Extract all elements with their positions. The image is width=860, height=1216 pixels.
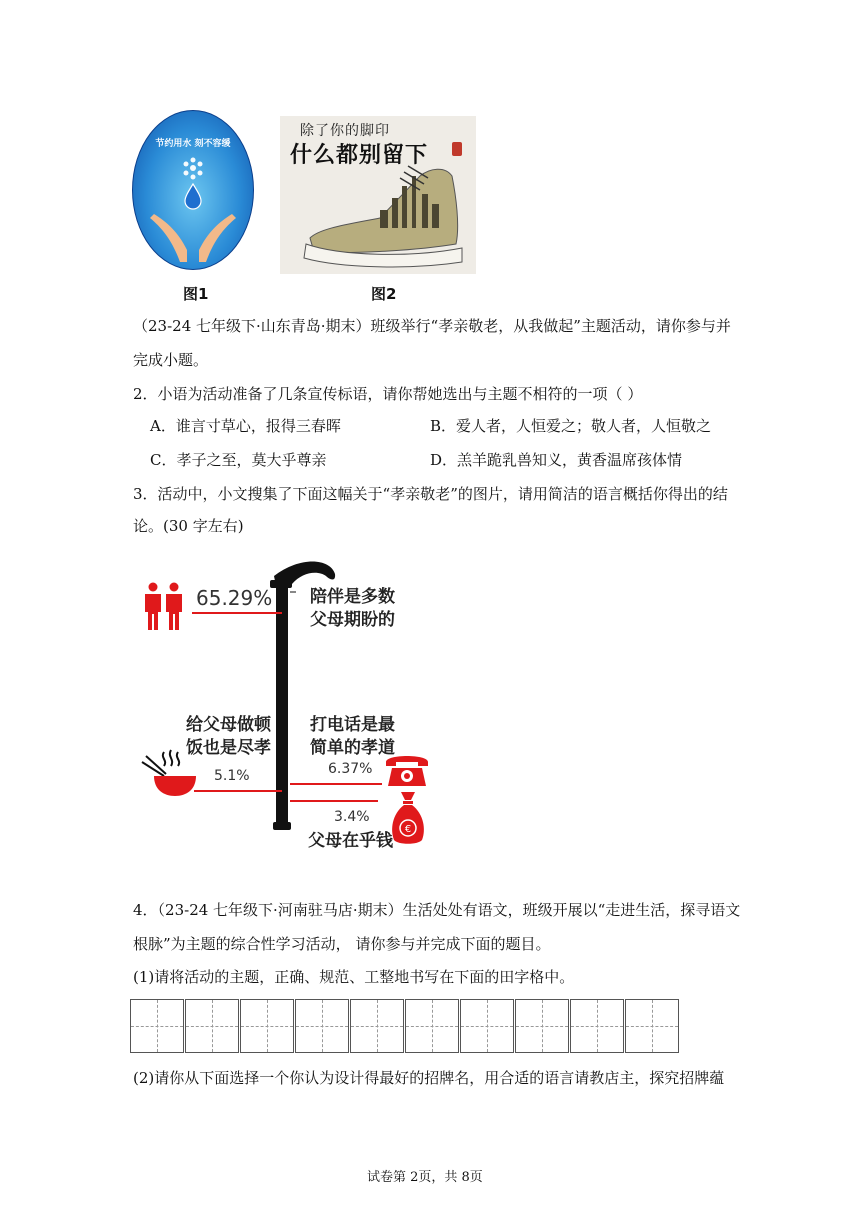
grid-cell[interactable]: [240, 999, 294, 1053]
connector-line: [290, 783, 382, 785]
sneaker-icon: [280, 116, 476, 274]
grid-guide-horizontal: [571, 1026, 623, 1027]
label-cooking-line-2: 饭也是尽孝: [186, 738, 271, 758]
parents-icon: [142, 582, 186, 632]
filial-piety-infographic: [130, 550, 430, 860]
grid-guide-horizontal: [351, 1026, 403, 1027]
grid-guide-horizontal: [626, 1026, 678, 1027]
question-2-option-d: D．羔羊跪乳兽知义，黄香温席孩体情: [430, 451, 683, 469]
grid-cell[interactable]: [295, 999, 349, 1053]
rice-bowl-icon: [140, 748, 200, 800]
connector-line: [290, 800, 378, 802]
telephone-icon: [384, 752, 430, 788]
question-2-option-a: A．谁言寸草心，报得三春晖: [150, 417, 341, 435]
grid-cell[interactable]: [405, 999, 459, 1053]
grid-cell[interactable]: [570, 999, 624, 1053]
figure-2-shoe-poster: [280, 116, 476, 274]
question-3-line-1: 3．活动中，小文搜集了下面这幅关于“孝亲敬老”的图片，请用简洁的语言概括你得出的结: [133, 485, 728, 503]
question-4-line-2: 根脉”为主题的综合性学习活动， 请你参与并完成下面的题目。: [133, 935, 551, 953]
question-4-sub-1: (1)请将活动的主题，正确、规范、工整地书写在下面的田字格中。: [133, 968, 575, 986]
grid-cell[interactable]: [625, 999, 679, 1053]
grid-guide-horizontal: [516, 1026, 568, 1027]
percent-phone: 6.37%: [328, 761, 373, 777]
grid-guide-horizontal: [406, 1026, 458, 1027]
figure-2-line-2: 什么都别留下: [290, 143, 429, 168]
figure-2-caption: 图2: [371, 285, 397, 303]
grid-cell[interactable]: [130, 999, 184, 1053]
grid-cell[interactable]: [515, 999, 569, 1053]
connector-line: [194, 790, 282, 792]
grid-cell[interactable]: [185, 999, 239, 1053]
grid-cell[interactable]: [350, 999, 404, 1053]
figure-2-line-1: 除了你的脚印: [300, 123, 390, 139]
question-2-option-b: B．爱人者，人恒爱之；敬人者，人恒敬之: [430, 417, 712, 435]
question-2-option-c: C．孝子之至，莫大乎尊亲: [150, 451, 327, 469]
grid-guide-horizontal: [296, 1026, 348, 1027]
percent-cooking: 5.1%: [214, 768, 250, 784]
question-4-sub-2: (2)请你从下面选择一个你认为设计得最好的招牌名，用合适的语言请教店主，探究招牌蕴: [133, 1069, 725, 1087]
grid-guide-horizontal: [186, 1026, 238, 1027]
label-phone-line-2: 简单的孝道: [310, 738, 395, 758]
label-cooking-line-1: 给父母做顿: [186, 715, 271, 735]
label-money: 父母在乎钱: [308, 831, 393, 851]
hands-water-drop-icon: [132, 110, 254, 270]
label-companionship-line-2: 父母期盼的: [310, 610, 395, 630]
question-3-line-2: 论。(30 字左右): [133, 517, 244, 535]
passage-1-intro-line-1: （23-24 七年级下·山东青岛·期末）班级举行“孝亲敬老，从我做起”主题活动，请你参与并: [133, 317, 731, 335]
connector-line: [192, 612, 282, 614]
figure-1-water-poster: [132, 110, 254, 270]
figure-1-slogan: 节约用水 刻不容缓: [155, 139, 231, 149]
svg-text:€: €: [404, 824, 412, 835]
grid-cell[interactable]: [460, 999, 514, 1053]
percent-money: 3.4%: [334, 809, 370, 825]
question-2-stem: 2．小语为活动准备了几条宣传标语，请你帮她选出与主题不相符的一项（ ）: [133, 385, 643, 403]
grid-guide-horizontal: [131, 1026, 183, 1027]
label-phone-line-1: 打电话是最: [310, 715, 395, 735]
grid-guide-horizontal: [461, 1026, 513, 1027]
label-companionship-line-1: 陪伴是多数: [310, 587, 395, 607]
figure-1-caption: 图1: [183, 285, 209, 303]
passage-1-intro-line-2: 完成小题。: [133, 351, 209, 369]
percent-companionship: 65.29%: [196, 586, 273, 610]
money-bag-icon: [390, 790, 426, 846]
page-number-footer: 试卷第 2页，共 8页: [367, 1170, 483, 1185]
question-4-line-1: 4．（23-24 七年级下·河南驻马店·期末）生活处处有语文，班级开展以“走进生活，探寻语文: [133, 901, 741, 919]
grid-guide-horizontal: [241, 1026, 293, 1027]
